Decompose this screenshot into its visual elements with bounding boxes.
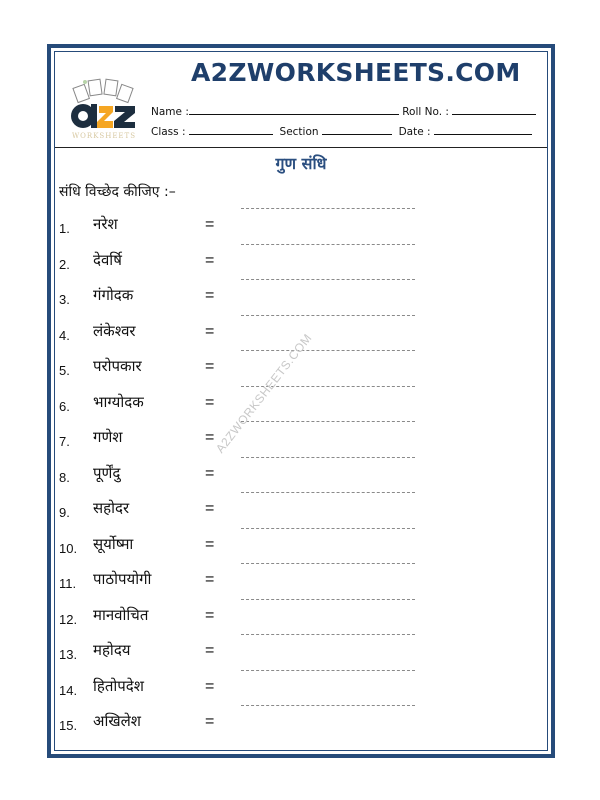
answer-line[interactable]	[241, 315, 415, 316]
item-word: गंगोदक	[93, 286, 134, 304]
equals-sign: =	[205, 322, 215, 340]
worksheet-header	[55, 52, 547, 148]
form-row-class	[151, 124, 532, 138]
item-number: 9.	[59, 505, 70, 520]
item-number: 2.	[59, 256, 70, 272]
name-label: Name :	[151, 106, 189, 118]
answer-line[interactable]	[241, 244, 415, 245]
answer-line[interactable]	[241, 563, 415, 564]
equals-sign: =	[205, 642, 215, 659]
equals-sign: =	[205, 287, 215, 304]
item-number: 3.	[59, 292, 70, 307]
equals-sign: =	[205, 500, 215, 517]
equals-sign: =	[205, 606, 215, 624]
watermark-text: A2ZWORKSHEETS.COM	[213, 331, 315, 456]
date-field[interactable]	[434, 124, 532, 135]
class-label: Class :	[151, 126, 186, 138]
instruction-text: संधि विच्छेद कीजिए :–	[59, 184, 176, 200]
item-number: 11.	[59, 576, 77, 591]
item-word: मानवोचित	[93, 605, 149, 624]
name-field[interactable]	[189, 104, 399, 115]
item-word: पूर्णेंदु	[93, 463, 121, 482]
item-word: पाठोपयोगी	[93, 570, 152, 588]
equals-sign: =	[205, 535, 215, 553]
answer-line[interactable]	[241, 350, 415, 351]
worksheet-topic: गुण संधि	[275, 154, 327, 173]
item-word: सूर्योष्मा	[93, 534, 134, 553]
item-number: 15.	[59, 718, 78, 733]
answer-line[interactable]	[241, 457, 415, 458]
item-number: 8.	[59, 469, 70, 485]
item-word: भाग्योदक	[93, 392, 144, 411]
item-word: हितोपदेश	[93, 676, 144, 695]
section-field[interactable]	[322, 124, 392, 135]
item-word: अखिलेश	[93, 712, 141, 730]
answer-line[interactable]	[241, 670, 415, 671]
equals-sign: =	[205, 251, 215, 269]
item-word: महोदय	[93, 641, 131, 659]
class-field[interactable]	[189, 124, 273, 135]
item-number: 6.	[59, 398, 70, 414]
equals-sign: =	[205, 713, 215, 730]
item-number: 12.	[59, 611, 78, 627]
item-word: गणेश	[93, 428, 123, 446]
answer-line[interactable]	[241, 705, 415, 706]
answer-line[interactable]	[241, 492, 415, 493]
item-number: 13.	[59, 647, 78, 662]
roll-no-field[interactable]	[452, 104, 536, 115]
item-number: 4.	[59, 327, 70, 343]
item-number: 14.	[59, 682, 78, 698]
item-number: 5.	[59, 363, 70, 378]
item-word: नरेश	[93, 215, 118, 233]
answer-line[interactable]	[241, 634, 415, 635]
equals-sign: =	[205, 571, 215, 588]
item-word: सहोदर	[93, 499, 130, 517]
answer-line[interactable]	[241, 528, 415, 529]
answer-line[interactable]	[241, 279, 415, 280]
worksheet-page	[47, 44, 555, 758]
equals-sign: =	[205, 358, 215, 375]
form-row-name	[151, 104, 536, 118]
answer-line[interactable]	[241, 599, 415, 600]
item-word: परोपकार	[93, 357, 142, 375]
item-word: देवर्षि	[93, 250, 122, 269]
answer-line[interactable]	[241, 208, 415, 209]
equals-sign: =	[205, 464, 215, 482]
item-word: लंकेश्वर	[93, 321, 136, 340]
a2z-logo-icon	[61, 76, 147, 142]
date-label: Date :	[398, 126, 431, 138]
svg-text:WORKSHEETS: WORKSHEETS	[71, 132, 137, 140]
equals-sign: =	[205, 429, 215, 446]
equals-sign: =	[205, 393, 215, 411]
item-number: 7.	[59, 434, 70, 449]
inner-border	[54, 51, 548, 751]
equals-sign: =	[205, 216, 215, 233]
roll-no-label: Roll No. :	[402, 106, 449, 118]
item-number: 10.	[59, 540, 78, 556]
site-title: A2ZWORKSHEETS.COM	[191, 58, 521, 87]
equals-sign: =	[205, 677, 215, 695]
item-number: 1.	[59, 221, 70, 236]
section-label: Section	[279, 126, 319, 138]
answer-line[interactable]	[241, 421, 415, 422]
